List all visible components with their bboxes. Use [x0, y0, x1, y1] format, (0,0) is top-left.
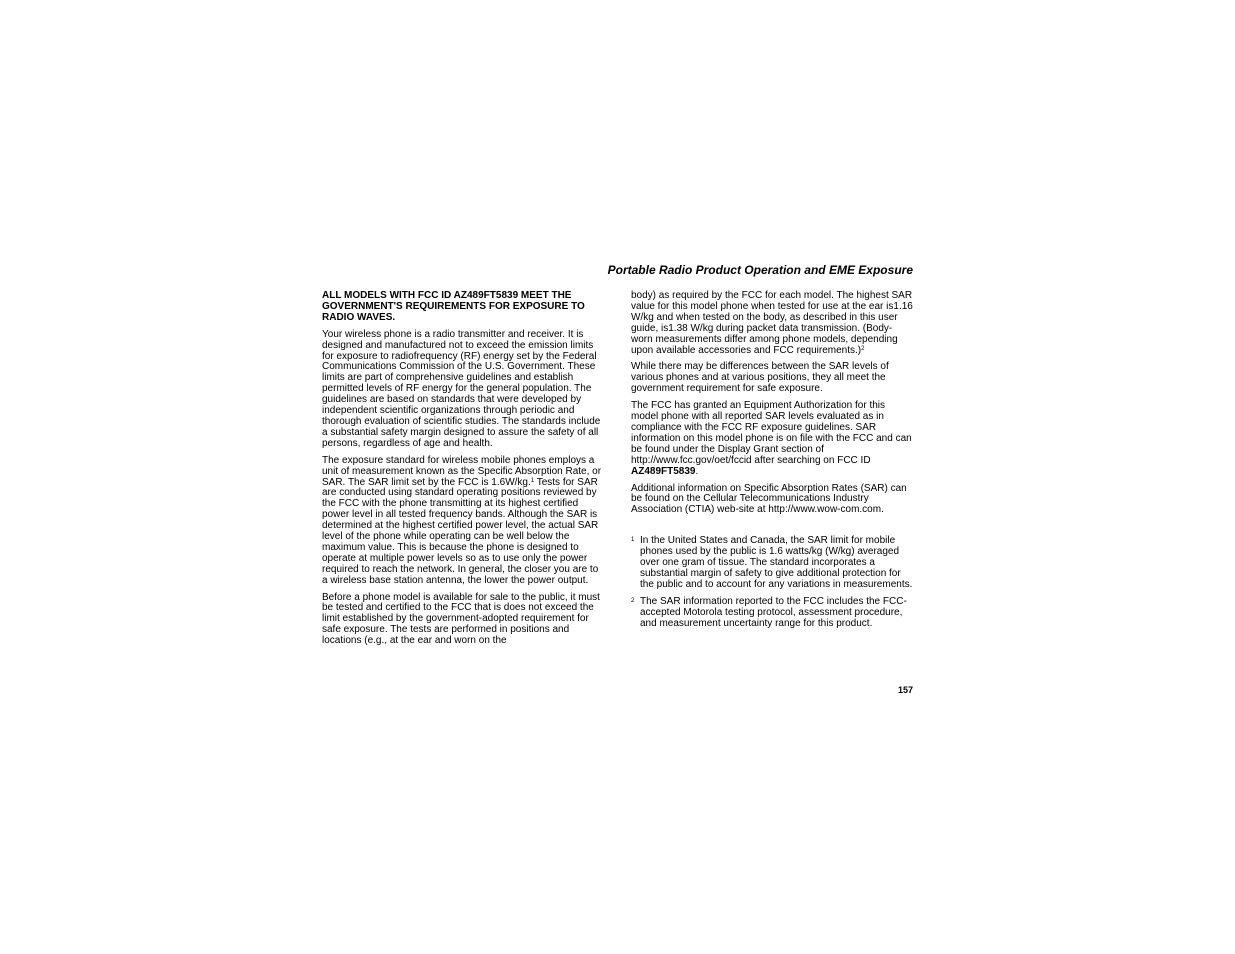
- section-heading: ALL MODELS WITH FCC ID AZ489FT5839 MEET THE GOVERNMENT'S REQUIREMENTS FOR EXPOSURE TO RADIO WAVES.: [322, 290, 585, 323]
- footnote-ref-1: 1: [530, 477, 535, 484]
- footnote-2-text: The SAR information reported to the FCC includes the FCC-accepted Motorola testing protocol, assessment procedure, and measurement uncertainty range for this product.: [640, 595, 907, 629]
- exposure-standard-text: The exposure standard for wireless mobile phones employs a unit of measurement known as the Specific Absorption Rate, or SAR. The SAR limit set by the FCC is 1.6W/kg.: [322, 454, 602, 488]
- testing-paragraph: Before a phone model is available for sale to the public, it must be tested and certified to the FCC that is does not exceed the limit established by the government-adopted requirement for safe exposure. The tests are performed in positions and locations (e.g., at the ear and worn on the: [322, 591, 600, 647]
- footnote-ref-2: 2: [861, 345, 865, 352]
- footnotes: [631, 536, 913, 629]
- right-column: [631, 291, 913, 635]
- footnote-1: [631, 536, 913, 591]
- footnote-2: [631, 597, 913, 630]
- authorization-paragraph: [631, 401, 913, 477]
- additional-info-paragraph: Additional information on Specific Absorption Rates (SAR) can be found on the Cellular Telecommunications Industry Association (CTIA) web-site at http://www.wow-com.com.: [631, 482, 907, 516]
- exposure-standard-text-continued: Tests for SAR are conducted using standard operating positions reviewed by the FCC with the phone transmitting at its highest certified power level in all tested frequency bands. Although the SAR is determined at the highest certified power level, the actual SAR level of the phone while operating can be well below the maximum value. This is because the phone is designed to operate at multiple power levels so as to use only the power required to reach the network. In general, the closer you are to a wireless base station antenna, the lower the power output.: [322, 476, 599, 586]
- authorization-end: .: [695, 465, 699, 477]
- footnote-2-mark: 2: [631, 597, 635, 604]
- sar-values-paragraph: [631, 291, 913, 356]
- differences-paragraph: While there may be differences between the SAR levels of various phones and at various positions, they all meet the government requirement for safe exposure.: [631, 361, 889, 395]
- left-column: [322, 291, 604, 653]
- fcc-id: AZ489FT5839: [631, 465, 696, 477]
- page-number: 157: [897, 685, 913, 695]
- authorization-text: The FCC has granted an Equipment Authorization for this model phone with all reported SAR levels evaluated as in compliance with the FCC RF exposure guidelines. SAR information on this model phone is on file with the FCC and can be found under the Display Grant section of http://www.fcc.gov/oet/fccid after searching on FCC ID: [631, 400, 912, 466]
- intro-paragraph: Your wireless phone is a radio transmitter and receiver. It is designed and manufactured not to exceed the emission limits for exposure to radiofrequency (RF) energy set by the Federal Communications Commission of the U.S. Government. These limits are part of comprehensive guidelines and establish permitted levels of RF energy for the general population. The guidelines are based on standards that were developed by independent scientific organizations through periodic and thorough evaluation of scientific studies. The standards include a substantial safety margin designed to assure the safety of all persons, regardless of age and health.: [322, 328, 601, 449]
- sar-values-text: body) as required by the FCC for each model. The highest SAR value for this model phone when tested for use at the ear is1.16 W/kg and when tested on the body, as described in this user guide, is1.38 W/kg during packet data transmission. (Body-worn measurements differ among phone models, depending upon available accessories and FCC requirements.): [631, 290, 913, 356]
- exposure-standard-paragraph: [322, 456, 604, 587]
- footnote-1-text: In the United States and Canada, the SAR limit for mobile phones used by the public is 1.6 watts/kg (W/kg) averaged over one gram of tissue. The standard incorporates a substantial margin of safety to give additional protection for the public and to account for any variations in measurements.: [640, 535, 913, 590]
- footnote-1-mark: 1: [631, 537, 635, 544]
- page-header-title: Portable Radio Product Operation and EME Exposure: [607, 263, 913, 277]
